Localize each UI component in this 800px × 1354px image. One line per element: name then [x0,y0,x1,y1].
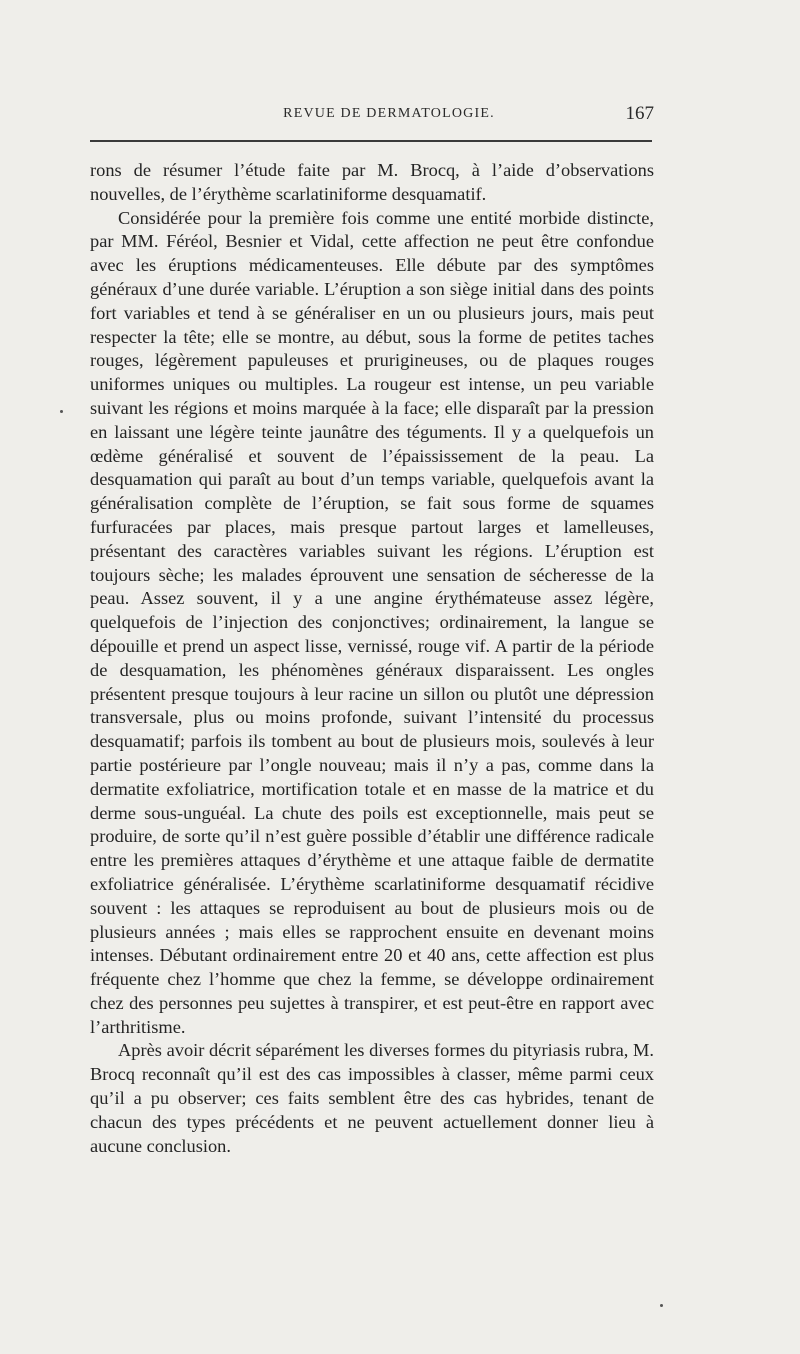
paragraph-2: Considérée pour la première fois comme une entité morbide distincte, par MM. Féréol, Besnier et Vidal, cette affection ne peut être confondue avec les éruptions médicamenteuses. Elle débute par des symptômes généraux d’une durée variable. L’éruption a son siège initial dans des points fort variables et tend à se généraliser en un ou plusieurs jours, mais peut respecter la tête; elle se montre, au début, sous la forme de petites taches rouges, légèrement papuleuses et prurigineuses, ou de plaques rouges uniformes uniques ou multiples. La rougeur est intense, un peu variable suivant les régions et moins marquée à la face; elle disparaît par la pression en laissant une légère teinte jaunâtre des téguments. Il y a quelquefois un œdème généralisé et souvent de l’épaississement de la peau. La desquamation qui paraît au bout d’un temps variable, quelquefois avant la généralisation complète de l’éruption, se fait sous forme de squames furfuracées par places, mais presque partout larges et lamelleuses, présentant des caractères variables suivant les régions. L’éruption est toujours sèche; les malades éprouvent une sensation de sécheresse de la peau. Assez souvent, il y a une angine érythémateuse assez légère, quelquefois de l’injection des conjonctives; ordinairement, la langue se dépouille et prend un aspect lisse, vernissé, rouge vif. A partir de la période de desquamation, les phénomènes généraux disparaissent. Les ongles présentent presque toujours à leur racine un sillon ou plutôt une dépression transversale, plus ou moins profonde, suivant l’intensité du processus desquamatif; parfois ils tombent au bout de plusieurs mois, soulevés à leur partie postérieure par l’ongle nouveau; mais il n’y a pas, comme dans la dermatite exfoliatrice, mortification totale et en masse de la matrice et du derme sous-unguéal. La chute des poils est exceptionnelle, mais peut se produire, de sorte qu’il n’est guère possible d’établir une différence radicale entre les premières attaques d’érythème et une attaque faible de dermatite exfoliatrice généralisée. L’érythème scarlatiniforme desquamatif récidive souvent : les attaques se reproduisent au bout de plusieurs mois ou de plusieurs années ; mais elles se rapprochent ensuite en devenant moins intenses. Débutant ordinairement entre 20 et 40 ans, cette affection est plus fréquente chez l’homme que chez la femme, se développe ordinairement chez des personnes peu sujettes à transpirer, et est peut-être en rapport avec l’arthritisme. [90,207,654,1037]
print-speck [60,410,63,413]
paragraph-1: rons de résumer l’étude faite par M. Brocq, à l’aide d’observations nouvelles, de l’érythème scarlatiniforme desquamatif. [90,160,654,204]
page-header [88,103,654,128]
paragraph-3: Après avoir décrit séparément les diverses formes du pityriasis rubra, M. Brocq reconnaît qu’il est des cas impossibles à classer, même parmi ceux qu’il a pu observer; ces faits semblent être des cas hybrides, tenant de chacun des types précédents et ne peuvent actuellement donner lieu à aucune conclusion. [90,1040,654,1156]
page-number: 167 [625,103,654,124]
print-speck [660,1304,663,1307]
running-title: REVUE DE DERMATOLOGIE. [283,106,495,121]
body-text [90,159,654,1158]
header-rule [90,140,652,142]
